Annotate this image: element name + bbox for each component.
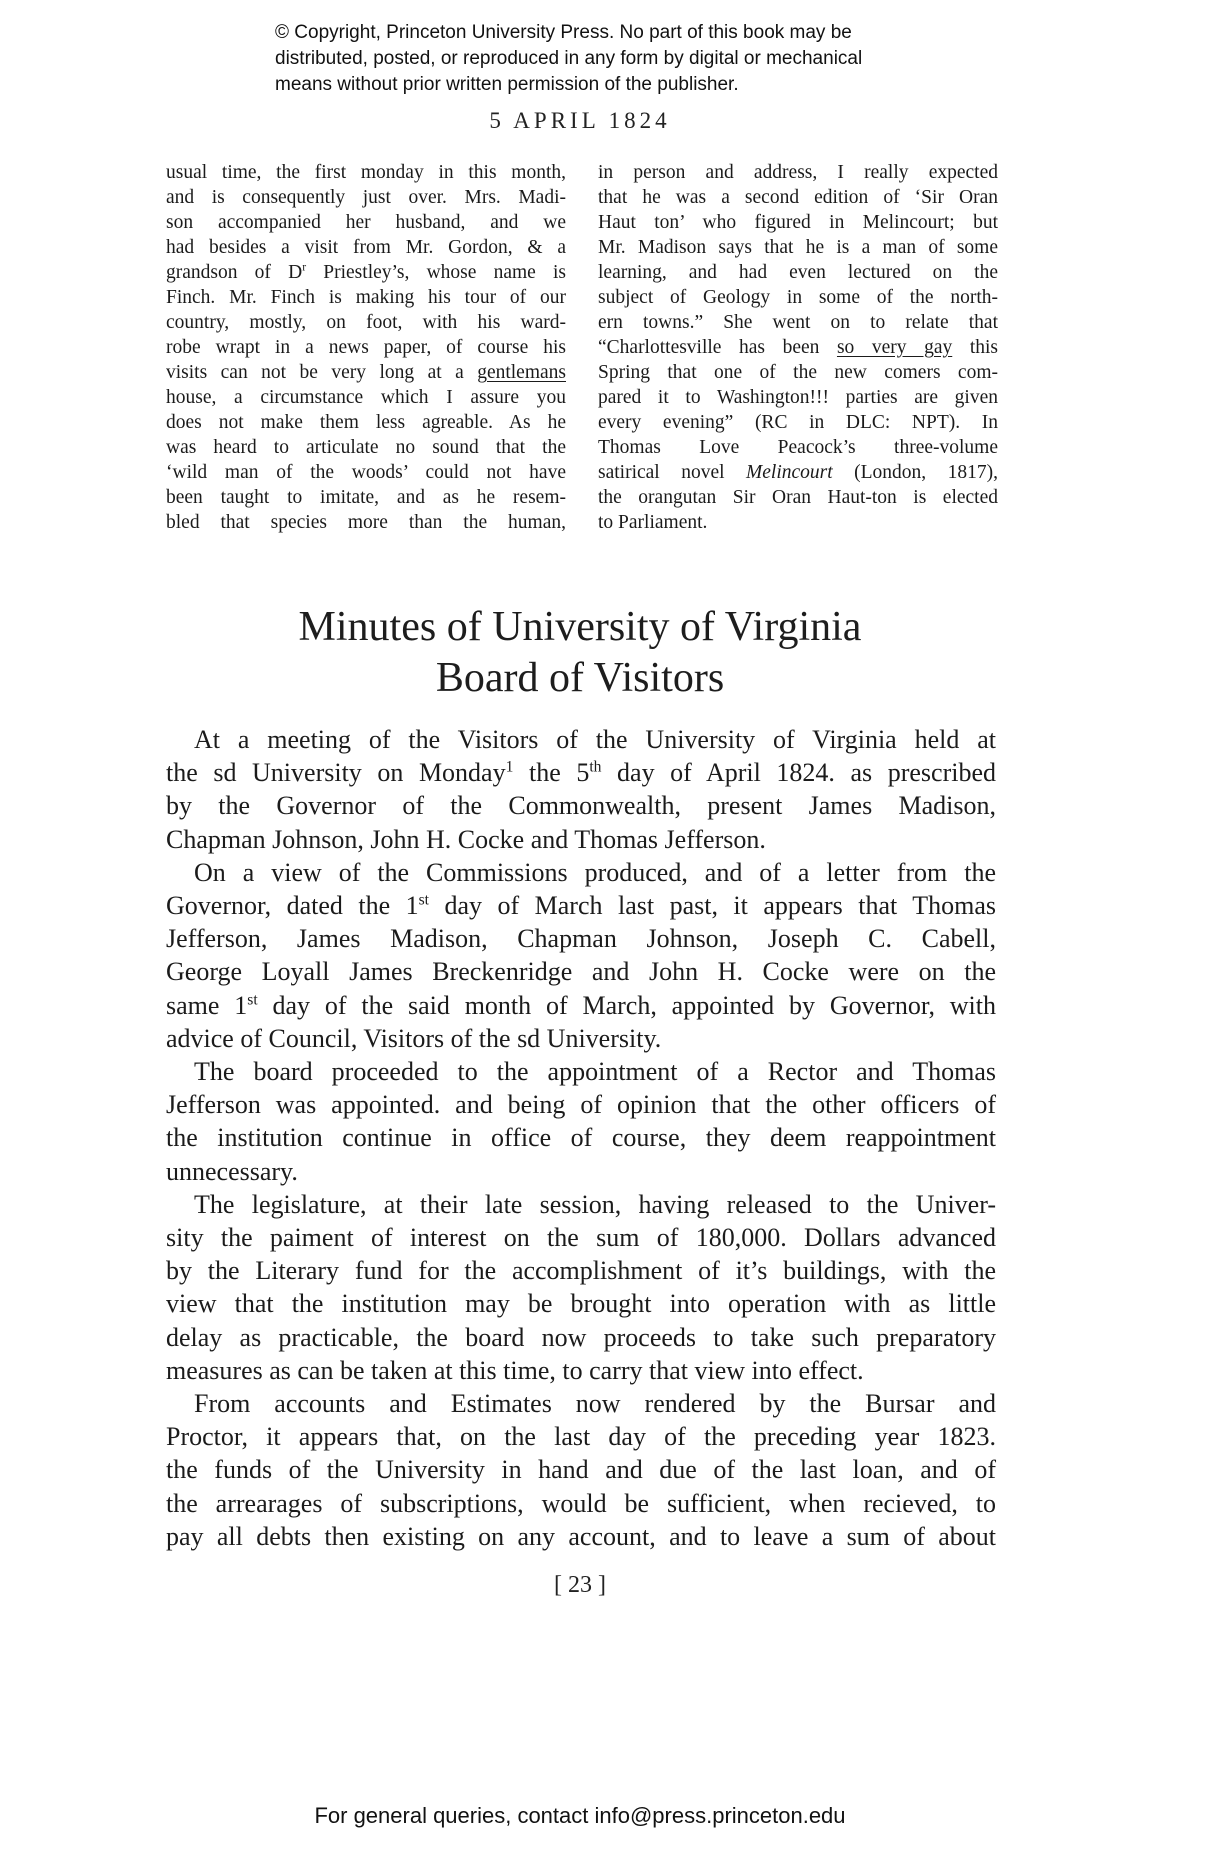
body-line: Jefferson was appointed. and being of opinion that the other officers of [166,1090,996,1120]
superscript: st [418,891,430,909]
body-line: the institution continue in office of course, they deem reappointment [166,1123,996,1153]
copyright-line: distributed, posted, or reproduced in any form by digital or mechanical [275,48,863,69]
note-line: bled that species more than the human, [166,512,566,533]
body-line: Chapman Johnson, John H. Cocke and Thomas Jefferson. [166,824,766,854]
footnote-marker: 1 [505,758,514,776]
note-line: was heard to articulate no sound that the [166,437,566,458]
note-line: usual time, the first monday in this month, [166,162,566,183]
footer-contact: For general queries, contact info@press.princeton.edu [314,1803,846,1828]
body-line: George Loyall James Breckenridge and John H. Cocke were on the [166,957,996,987]
body-line: advice of Council, Visitors of the sd University. [166,1023,662,1053]
body-line: view that the institution may be brought into operation with as little [166,1289,996,1319]
note-line: does not make them less agreable. As he [166,412,566,433]
section-title-line: Board of Visitors [435,655,725,701]
note-line: Spring that one of the new comers com- [598,362,998,383]
body-line: The board proceeded to the appointment of a Rector and Thomas [194,1057,996,1087]
note-line: Thomas Love Peacock’s three-volume [598,437,998,458]
note-line: Finch. Mr. Finch is making his tour of our [166,287,566,308]
body-line: sity the paiment of interest on the sum of 180,000. Dollars advanced [166,1223,996,1253]
note-line: every evening” (RC in DLC: NPT). In [598,412,998,433]
note-line: pared it to Washington!!! parties are given [598,387,998,408]
note-line: Haut ton’ who figured in Melincourt; but [598,212,998,233]
superscript: r [302,260,307,274]
body-line: Jefferson, James Madison, Chapman Johnson, Joseph C. Cabell, [166,924,996,954]
footnote-column-left [166,160,566,535]
underlined-phrase: so very gay [836,337,953,358]
body-line: the sd University on Monday$^1$ the 5th day of April 1824. as prescribed [166,758,996,788]
note-line: been taught to imitate, and as he resem- [166,487,566,508]
note-line: country, mostly, on foot, with his ward- [166,312,566,333]
note-line: subject of Geology in some of the north- [598,287,998,308]
note-line: had besides a visit from Mr. Gordon, & a [166,237,566,258]
footnote-column-right [598,160,998,535]
copyright-notice [275,20,995,98]
note-line: satirical novel Melincourt (London, 1817), [598,462,999,483]
note-line: grandson of $D^r$ Priestley’s, whose name is [166,260,566,283]
note-line: ern towns.” She went on to relate that [598,312,998,333]
italic-title: Melincourt [746,462,833,483]
body-line: the arrearages of subscriptions, would be sufficient, when recieved, to [166,1488,996,1518]
note-line: ‘wild man of the woods’ could not have [166,462,566,483]
note-line: learning, and had even lectured on the [598,262,998,283]
note-line: son accompanied her husband, and we [166,212,566,233]
note-line: visits can not be very long at a gentlemans [166,362,566,383]
copyright-line: means without prior written permission of the publisher. [275,74,739,95]
section-title-line: Minutes of University of Virginia [298,604,862,650]
body-line: From accounts and Estimates now rendered by the Bursar and [194,1389,996,1419]
page-number: [ 23 ] [554,1572,606,1598]
body-line: the funds of the University in hand and due of the last loan, and of [166,1455,996,1485]
superscript: st [247,990,258,1008]
body-line: by the Governor of the Commonwealth, present James Madison, [166,791,996,821]
running-head: 5 APRIL 1824 [489,108,671,133]
body-line: On a view of the Commissions produced, and of a letter from the [194,857,996,887]
body-line: unnecessary. [166,1156,298,1186]
body-line: same 1st day of the said month of March, appointed by Governor, with [166,990,997,1020]
underlined-word: gentlemans [477,362,566,383]
minutes-body [166,723,996,1553]
note-line: “Charlottesville has been so very gay this [598,337,998,358]
note-line: to Parliament. [598,512,708,533]
body-line: by the Literary fund for the accomplishment of it’s buildings, with the [166,1256,996,1286]
note-line: the orangutan Sir Oran Haut-ton is elected [598,487,998,508]
note-line: Mr. Madison says that he is a man of some [598,237,998,258]
body-line: delay as practicable, the board now proceeds to take such preparatory [166,1322,996,1352]
body-line: measures as can be taken at this time, to carry that view into effect. [166,1355,864,1385]
note-line: that he was a second edition of ‘Sir Oran [598,187,998,208]
body-line: The legislature, at their late session, having released to the Univer- [194,1189,996,1219]
note-line: and is consequently just over. Mrs. Madi- [166,187,566,208]
note-line: house, a circumstance which I assure you [166,387,566,408]
body-line: Proctor, it appears that, on the last day of the preceding year 1823. [166,1422,996,1452]
body-line: At a meeting of the Visitors of the University of Virginia held at [194,725,996,754]
note-line: in person and address, I really expected [598,162,998,183]
body-line: pay all debts then existing on any account, and to leave a sum of about [166,1521,996,1551]
body-line: Governor, dated the 1st day of March last past, it appears that Thomas [166,891,996,921]
note-line: robe wrapt in a news paper, of course his [166,337,566,358]
superscript: th [589,758,602,776]
section-title [0,602,1160,704]
copyright-line: © Copyright, Princeton University Press. No part of this book may be [275,22,852,43]
